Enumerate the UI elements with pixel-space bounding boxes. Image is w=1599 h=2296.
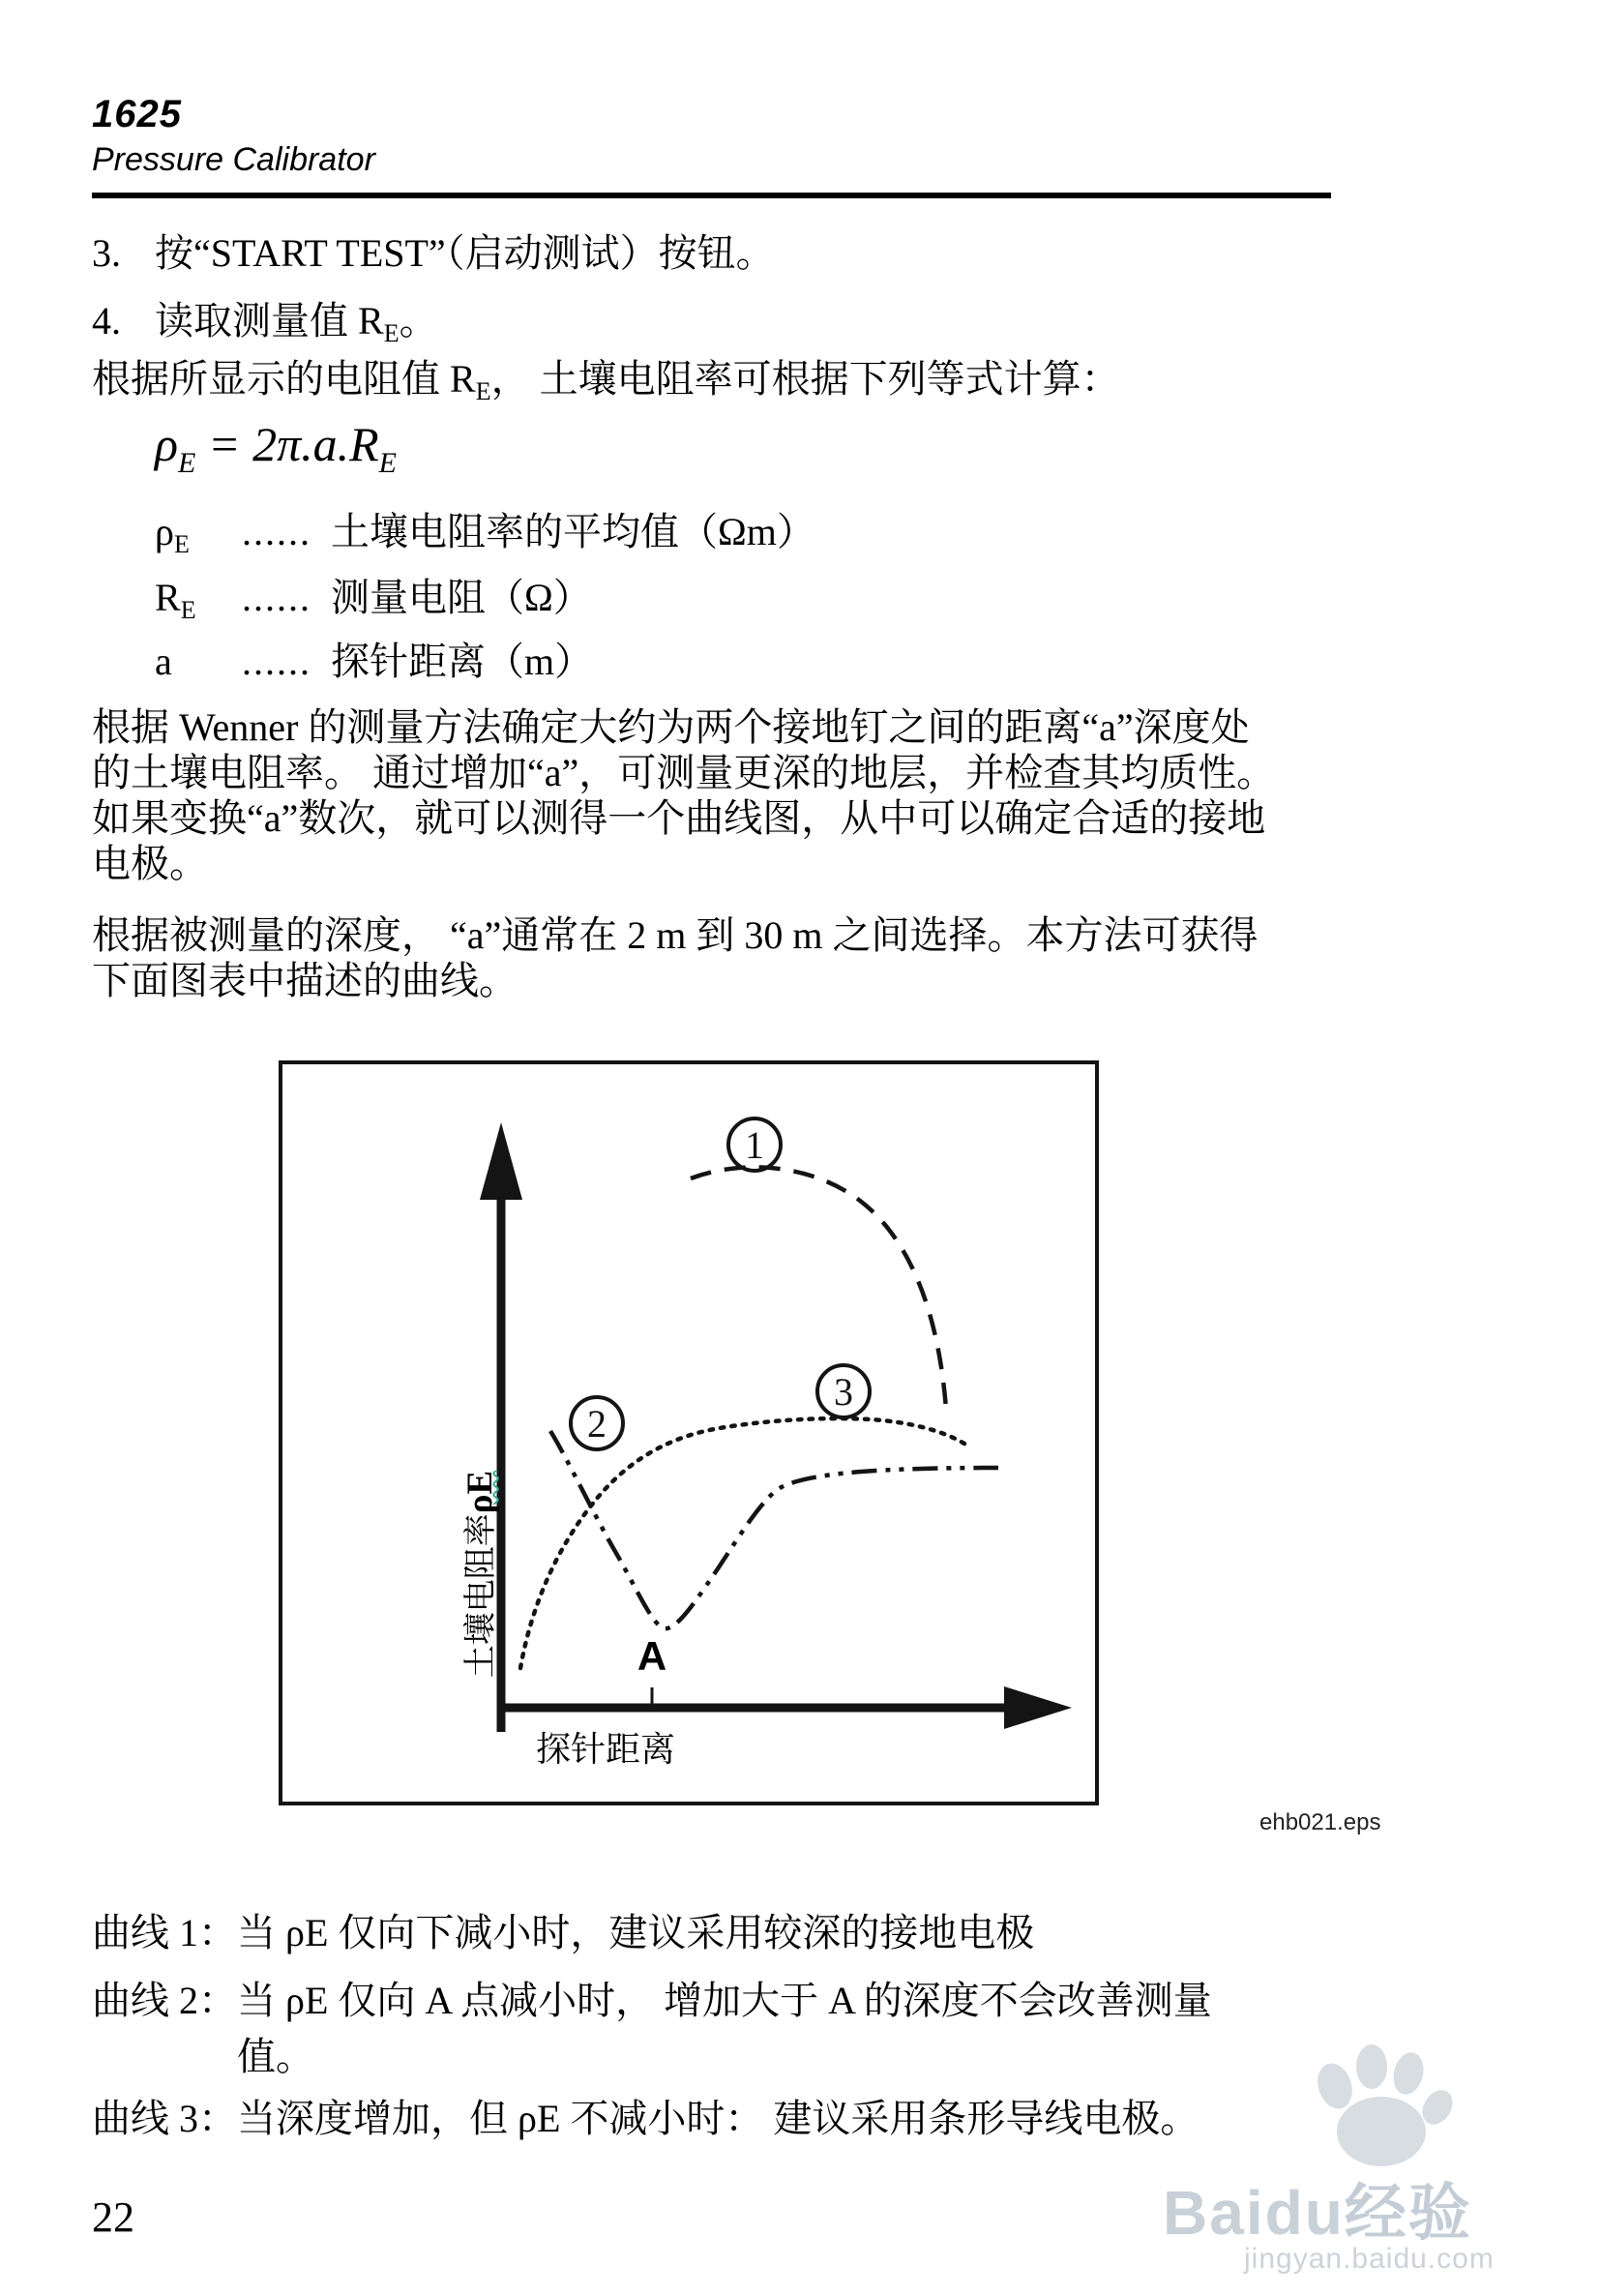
subscript-e: E (383, 319, 400, 347)
legend-desc-curve3: 当深度增加，但 ρE 不减小时： 建议采用条形导线电极。 (237, 2097, 1199, 2140)
legend-term-curve1: 曲线 1： (92, 1911, 237, 1954)
page-number: 22 (92, 2193, 134, 2241)
figure-caption: ehb021.eps (1259, 1809, 1381, 1835)
leader-dots: ...... (242, 576, 311, 619)
paragraph-line: 下面图表中描述的曲线。 (92, 959, 518, 1002)
depth-paragraph (92, 912, 1258, 1003)
leader-dots: ...... (242, 510, 311, 553)
step-4-number: 4. (92, 299, 121, 343)
diagram-canvas (282, 1064, 1095, 1802)
x-axis-arrowhead-icon (1004, 1686, 1072, 1729)
step-3-text: 按“START TEST”（启动测试）按钮。 (155, 231, 775, 275)
y-axis-label: 土壤电阻率ρE (460, 1470, 500, 1679)
intro-paragraph: 根据所显示的电阻值 $R_E$， 土壤电阻率可根据下列等式计算： (92, 357, 1120, 405)
paragraph-line: 电极。 (92, 842, 208, 885)
legend-desc-curve2: 当 ρE 仅向 A 点减小时， 增加大于 A 的深度不会改善测量 (237, 1979, 1212, 2022)
definition-text: 测量电阻（Ω） (331, 576, 592, 619)
definition-text: 探针距离（m） (331, 640, 594, 683)
definition-symbol: a (155, 640, 172, 683)
definition-r-e (155, 567, 592, 625)
marker-label-3: 3 (834, 1370, 853, 1414)
marker-label-2: 2 (587, 1402, 607, 1446)
definition-symbol: $\rho_E$ (155, 510, 190, 558)
step-4-text: 读取测量值 $R_E$。 (155, 299, 438, 347)
baidu-paw-icon (1296, 2030, 1470, 2175)
curve-2-dash-dot (550, 1431, 998, 1628)
legend-desc-curve2-cont: 值。 (237, 2035, 314, 2078)
watermark-brand (1163, 2163, 1472, 2252)
header-rule (92, 193, 1331, 198)
x-axis-label: 探针距离 (536, 1730, 676, 1769)
marker-label-1: 1 (745, 1123, 764, 1167)
watermark-url: jingyan.baidu.com (1244, 2243, 1495, 2275)
page-title-model: 1625 (92, 93, 182, 135)
paragraph-line: 如果变换“a”数次，就可以测得一个曲线图，从中可以确定合适的接地 (92, 796, 1266, 840)
y-axis-arrowhead-icon (480, 1122, 522, 1200)
resistivity-curves-diagram (279, 1060, 1099, 1805)
paragraph-line: 根据 Wenner 的测量方法确定大约为两个接地钉之间的距离“a”深度处 (92, 705, 1250, 749)
paragraph-line: 根据被测量的深度， “a”通常在 2 m 到 30 m 之间选择。本方法可获得 (92, 913, 1258, 957)
point-a-label: A (637, 1633, 667, 1679)
step-4 (92, 298, 438, 356)
watermark-brand-cjk: 经验 (1344, 2178, 1472, 2248)
curve-3-dotted (520, 1418, 967, 1668)
page-title-subtitle: Pressure Calibrator (92, 141, 375, 178)
definition-a (155, 631, 593, 689)
formula-rhs-subscript: E (378, 447, 397, 479)
leader-dots: ...... (242, 640, 311, 683)
legend-term-curve2: 曲线 2： (92, 1979, 237, 2022)
y-axis-symbol: ρE (460, 1470, 500, 1514)
formula-soil-resistivity: $\rho_E = 2\pi.a.R_E$ (155, 417, 397, 479)
subscript-e: E (475, 377, 491, 405)
definition-rho-e (155, 501, 815, 559)
step-3-number: 3. (92, 231, 121, 275)
formula-lhs-subscript: E (178, 447, 196, 479)
legend-term-curve3: 曲线 3： (92, 2097, 237, 2140)
paragraph-line: 的土壤电阻率。 通过增加“a”，可测量更深的地层，并检查其均质性。 (92, 751, 1276, 794)
curve-1-dashed (691, 1167, 946, 1409)
wenner-paragraph (92, 704, 1275, 886)
watermark-brand-latin: Baidu (1163, 2178, 1345, 2248)
legend-desc-curve1: 当 ρE 仅向下减小时，建议采用较深的接地电极 (237, 1911, 1035, 1954)
step-3 (92, 230, 775, 276)
definition-symbol: $R_E$ (155, 576, 196, 624)
definition-text: 土壤电阻率的平均值（Ωm） (331, 510, 815, 553)
